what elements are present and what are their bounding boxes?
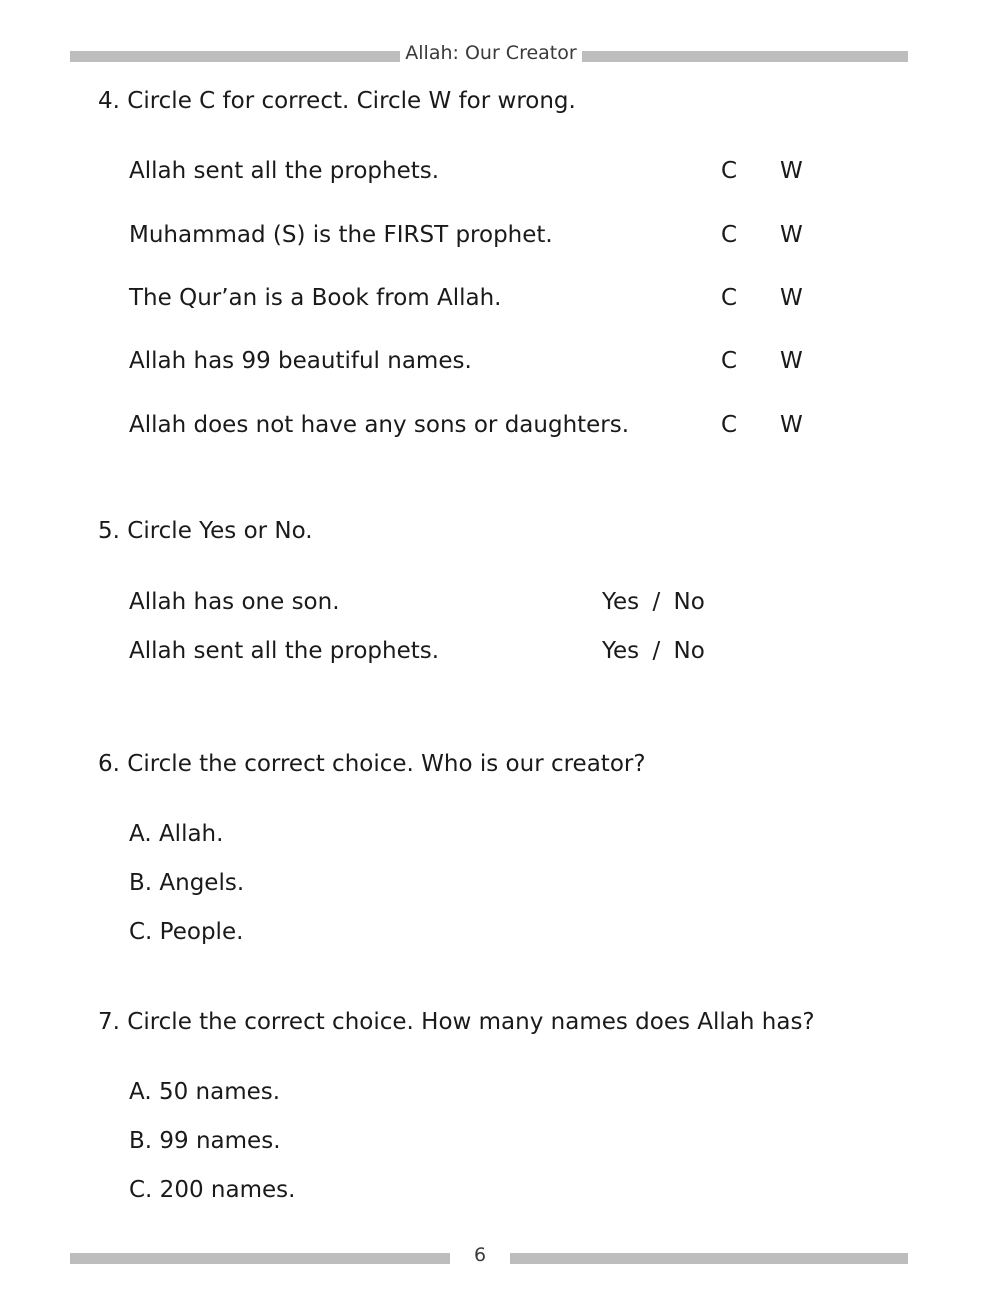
question-7-prompt: 7. Circle the correct choice. How many names does Allah has? — [98, 1009, 815, 1035]
q4-wrong-option[interactable]: W — [780, 348, 803, 374]
q6-option-a[interactable]: A. Allah. — [129, 821, 224, 847]
q5-yes-no-choice[interactable]: Yes / No — [602, 638, 705, 664]
q4-correct-option[interactable]: C — [721, 348, 738, 374]
q4-statement: Allah has 99 beautiful names. — [129, 348, 472, 374]
q7-option-c[interactable]: C. 200 names. — [129, 1177, 296, 1203]
q4-correct-option[interactable]: C — [721, 285, 738, 311]
footer-rule-left — [70, 1253, 450, 1264]
q4-wrong-option[interactable]: W — [780, 158, 803, 184]
question-5-prompt: 5. Circle Yes or No. — [98, 518, 313, 544]
q7-option-a[interactable]: A. 50 names. — [129, 1079, 281, 1105]
q5-statement: Allah sent all the prophets. — [129, 638, 440, 664]
q7-option-b[interactable]: B. 99 names. — [129, 1128, 281, 1154]
q4-correct-option[interactable]: C — [721, 222, 738, 248]
q4-statement: Allah does not have any sons or daughters. — [129, 412, 630, 438]
q4-wrong-option[interactable]: W — [780, 285, 803, 311]
q6-option-b[interactable]: B. Angels. — [129, 870, 245, 896]
header-rule-left — [70, 51, 400, 62]
footer-rule-right — [510, 1253, 908, 1264]
q4-statement: The Qur’an is a Book from Allah. — [129, 285, 502, 311]
page-number: 6 — [473, 1244, 487, 1266]
q4-correct-option[interactable]: C — [721, 158, 738, 184]
question-6-prompt: 6. Circle the correct choice. Who is our creator? — [98, 751, 646, 777]
q4-correct-option[interactable]: C — [721, 412, 738, 438]
q6-option-c[interactable]: C. People. — [129, 919, 244, 945]
q5-statement: Allah has one son. — [129, 589, 340, 615]
q4-statement: Allah sent all the prophets. — [129, 158, 440, 184]
q4-statement: Muhammad (S) is the FIRST prophet. — [129, 222, 553, 248]
header-title: Allah: Our Creator — [405, 42, 577, 64]
q5-yes-no-choice[interactable]: Yes / No — [602, 589, 705, 615]
question-4-prompt: 4. Circle C for correct. Circle W for wrong. — [98, 88, 576, 114]
q4-wrong-option[interactable]: W — [780, 222, 803, 248]
header-rule-right — [582, 51, 908, 62]
q4-wrong-option[interactable]: W — [780, 412, 803, 438]
